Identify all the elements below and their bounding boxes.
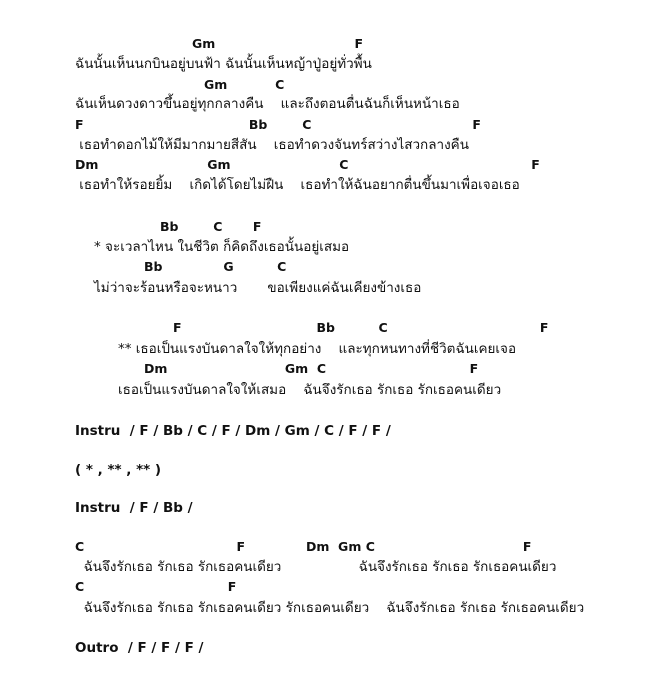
lyric-line: ฉันจึงรักเธอ รักเธอ รักเธอคนเดียว รักเธอคนเดียว ฉันจึงรักเธอ รักเธอ รักเธอคนเดียว xyxy=(75,600,585,616)
chord-line: Bb G C xyxy=(144,259,287,274)
outro-line: Outro / F / F / F / xyxy=(75,640,204,656)
lyric-line: ฉันนั้นเห็นนกบินอยู่บนฟ้า ฉันนั้นเห็นหญ้าปู่อยู่ทั่วพื้น xyxy=(75,56,372,72)
chorus-line: ** เธอเป็นแรงบันดาลใจให้ทุกอย่าง และทุกหนทางที่ชีวิตฉันเคยเจอ xyxy=(118,341,517,357)
lyric-line: ไม่ว่าจะร้อนหรือจะหนาว ขอเพียงแค่ฉันเคียงข้างเธอ xyxy=(94,280,422,296)
chord-line: Gm C xyxy=(204,77,285,92)
lyric-line: เธอทำให้รอยยิ้ม เกิดได้โดยไม่ฝืน เธอทำให้ฉันอยากตื่นขึ้นมาเพื่อเจอเธอ xyxy=(75,177,520,193)
lyric-line: เธอเป็นแรงบันดาลใจให้เสมอ ฉันจึงรักเธอ รักเธอ รักเธอคนเดียว xyxy=(118,382,502,398)
chord-line: C F xyxy=(75,579,237,594)
chord-line: C F Dm Gm C F xyxy=(75,539,532,554)
instrumental-line: Instru / F / Bb / xyxy=(75,500,193,516)
lyric-line: ฉันจึงรักเธอ รักเธอ รักเธอคนเดียว ฉันจึงรักเธอ รักเธอ รักเธอคนเดียว xyxy=(75,559,557,575)
chord-line: Gm F xyxy=(192,36,364,51)
chord-line: F Bb C F xyxy=(173,320,549,335)
chord-line: F Bb C F xyxy=(75,117,481,132)
chord-line: Bb C F xyxy=(160,219,262,234)
chorus-line: * จะเวลาไหน ในชีวิต ก็คิดถึงเธอนั้นอยู่เสมอ xyxy=(94,239,350,255)
lyric-line: ฉันเห็นดวงดาวขึ้นอยู่ทุกกลางคืน และถึงตอนตื่นฉันก็เห็นหน้าเธอ xyxy=(75,96,460,112)
repeat-instruction: ( * , ** , ** ) xyxy=(75,462,162,478)
chord-line: Dm Gm C F xyxy=(75,157,540,172)
instrumental-line: Instru / F / Bb / C / F / Dm / Gm / C / F / F / xyxy=(75,423,391,439)
lyric-line: เธอทำดอกไม้ให้มีมากมายสีสัน เธอทำดวงจันทร์สว่างไสวกลางคืน xyxy=(75,137,469,153)
chord-line: Dm Gm C F xyxy=(144,361,479,376)
